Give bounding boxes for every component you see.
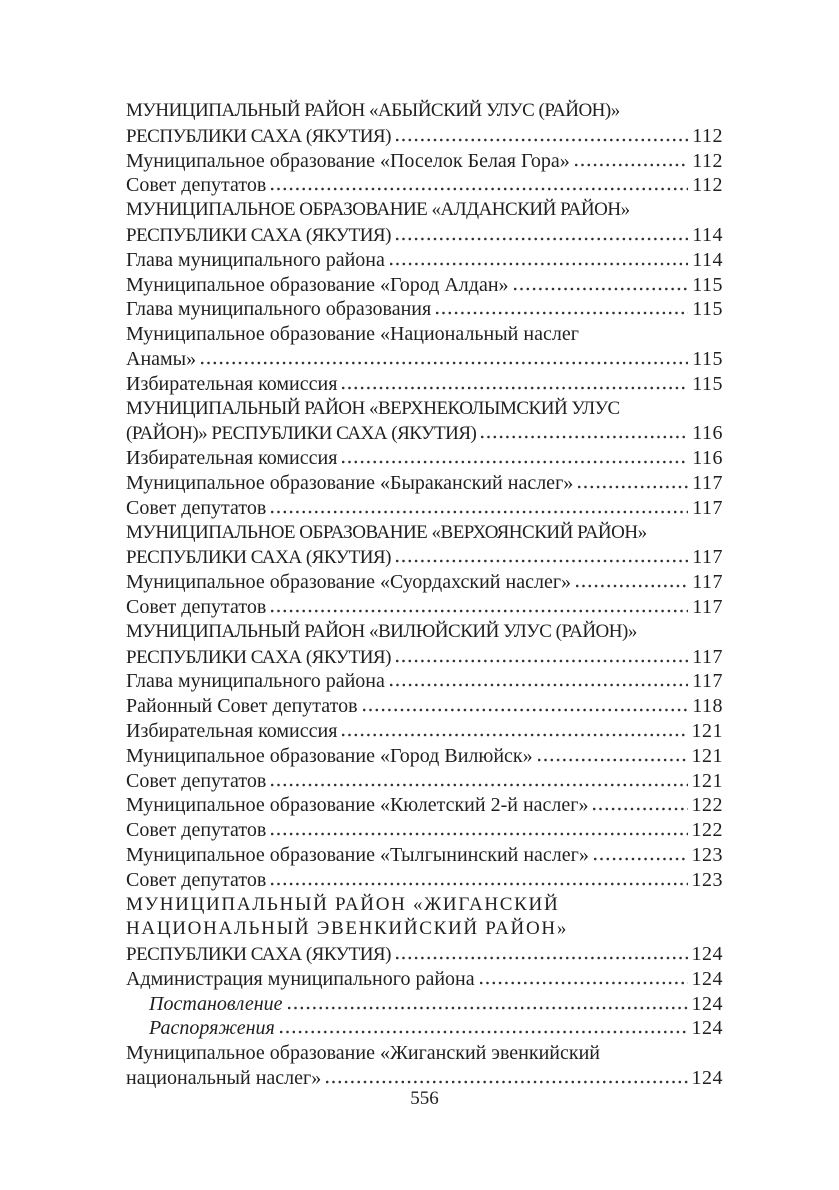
dotted-leader (288, 1006, 688, 1010)
toc-row (126, 695, 723, 720)
toc-entry-text: Совет депутатов (126, 496, 267, 519)
toc-row (126, 993, 723, 1018)
toc-page-number: 115 (692, 372, 723, 395)
dotted-leader (396, 956, 688, 960)
toc-entry-text: Глава муниципального района (126, 670, 385, 693)
toc-entry-text: (РАЙОН)» РЕСПУБЛИКИ САХА (ЯКУТИЯ) (126, 423, 477, 445)
toc-page-number: 117 (692, 645, 723, 668)
toc-entry-text: Совет депутатов (126, 174, 267, 197)
toc-row (126, 422, 723, 447)
toc-page-number: 112 (692, 124, 723, 147)
dotted-leader (575, 163, 689, 167)
toc-row (126, 125, 723, 150)
toc-entry-text: МУНИЦИПАЛЬНЫЙ РАЙОН «ВИЛЮЙСКИЙ УЛУС (РАЙОН)» (126, 620, 637, 642)
toc-row (126, 596, 723, 621)
toc-entry-text: МУНИЦИПАЛЬНЫЙ РАЙОН «ЖИГАНСКИЙ (126, 893, 560, 915)
dotted-leader (342, 460, 688, 464)
toc-page-number: 123 (691, 843, 723, 866)
toc-row (126, 522, 723, 547)
toc-entry-text: РЕСПУБЛИКИ САХА (ЯКУТИЯ) (126, 125, 391, 147)
toc-entry-text: РЕСПУБЛИКИ САХА (ЯКУТИЯ) (126, 547, 391, 569)
toc-row (126, 174, 723, 199)
toc-page-number: 114 (692, 248, 723, 271)
dotted-leader (342, 733, 687, 737)
toc-entry-text: Администрация муниципального района (126, 967, 475, 990)
toc-row (126, 894, 723, 919)
table-of-contents (126, 100, 723, 1092)
toc-page-number: 122 (691, 819, 723, 842)
dotted-leader (396, 659, 688, 663)
toc-page-number: 123 (691, 868, 723, 891)
page-footer (126, 1088, 723, 1110)
dotted-leader (271, 510, 688, 514)
dotted-leader (271, 832, 687, 836)
toc-page-number: 116 (692, 422, 723, 445)
dotted-leader (390, 262, 688, 266)
toc-page-number: 124 (691, 967, 723, 990)
dotted-leader (390, 683, 688, 687)
toc-page-number: 117 (692, 471, 723, 494)
toc-page-number: 121 (691, 719, 723, 742)
toc-page-number: 117 (692, 595, 723, 618)
toc-row (126, 819, 723, 844)
toc-page-number: 117 (692, 670, 723, 693)
toc-row (126, 770, 723, 795)
toc-page-number: 112 (692, 149, 723, 172)
dotted-leader (363, 708, 689, 712)
toc-entry-text: РЕСПУБЛИКИ САХА (ЯКУТИЯ) (126, 646, 391, 668)
toc-row (126, 968, 723, 993)
dotted-leader (396, 237, 688, 241)
toc-page-number: 122 (691, 794, 723, 817)
toc-row (126, 497, 723, 522)
toc-entry-text: Муниципальное образование «Национальный наслег (126, 323, 579, 346)
toc-entry-text: Районный Совет депутатов (126, 695, 358, 718)
toc-row (126, 869, 723, 894)
dotted-leader (271, 882, 687, 886)
toc-page-number: 117 (692, 546, 723, 569)
toc-page-number: 121 (691, 744, 723, 767)
toc-entry-text: МУНИЦИПАЛЬНЫЙ РАЙОН «АБЫЙСКИЙ УЛУС (РАЙОН)» (126, 100, 620, 121)
toc-row (126, 224, 723, 249)
toc-entry-text: Совет депутатов (126, 819, 267, 842)
toc-entry-text: Муниципальное образование «Кюлетский 2-й наслег» (126, 794, 589, 817)
dotted-leader (271, 783, 687, 787)
toc-entry-text: Избирательная комиссия (126, 447, 338, 470)
toc-entry-text: Муниципальное образование «Город Вилюйск» (126, 744, 533, 767)
toc-entry-text: Анамы» (126, 347, 197, 370)
toc-row (126, 646, 723, 671)
toc-page-number: 114 (692, 223, 723, 246)
toc-entry-text: Совет депутатов (126, 868, 267, 891)
toc-page-number: 115 (692, 273, 723, 296)
toc-page-number: 115 (692, 347, 723, 370)
toc-row (126, 348, 723, 373)
dotted-leader (594, 857, 688, 861)
toc-row (126, 745, 723, 770)
toc-row (126, 670, 723, 695)
toc-row (126, 918, 723, 943)
dotted-leader (538, 758, 688, 762)
toc-row (126, 1042, 723, 1067)
toc-page-number: 117 (692, 571, 723, 594)
toc-row (126, 249, 723, 274)
toc-entry-text: РЕСПУБЛИКИ САХА (ЯКУТИЯ) (126, 224, 391, 246)
dotted-leader (326, 1080, 687, 1084)
toc-row (126, 199, 723, 224)
dotted-leader (396, 138, 688, 142)
dotted-leader (480, 981, 688, 985)
toc-row (126, 274, 723, 299)
toc-page-number: 124 (691, 1017, 723, 1040)
toc-page-number: 115 (692, 298, 723, 321)
toc-entry-text: МУНИЦИПАЛЬНОЕ ОБРАЗОВАНИЕ «АЛДАНСКИЙ РАЙОН» (126, 199, 630, 221)
toc-row (126, 150, 723, 175)
dotted-leader (576, 584, 688, 588)
dotted-leader (436, 311, 688, 315)
toc-row (126, 323, 723, 348)
toc-entry-text: Муниципальное образование «Жиганский эвенкийский (126, 1042, 600, 1065)
toc-page-number: 124 (691, 943, 723, 966)
dotted-leader (342, 386, 688, 390)
toc-row (126, 298, 723, 323)
toc-row (126, 546, 723, 571)
toc-entry-text: Глава муниципального района (126, 248, 385, 271)
toc-row (126, 571, 723, 596)
toc-page-number: 124 (691, 992, 723, 1015)
toc-entry-text: национальный наслег» (126, 1067, 322, 1090)
toc-entry-text: РЕСПУБЛИКИ САХА (ЯКУТИЯ) (126, 944, 391, 966)
toc-entry-text: МУНИЦИПАЛЬНЫЙ РАЙОН «ВЕРХНЕКОЛЫМСКИЙ УЛУС (126, 397, 620, 419)
toc-entry-text: Распоряжения (149, 1017, 275, 1040)
toc-row (126, 844, 723, 869)
dotted-leader (593, 807, 687, 811)
toc-entry-text: Муниципальное образование «Тылгынинский наслег» (126, 843, 589, 866)
toc-entry-text: Муниципальное образование «Поселок Белая Гора» (126, 149, 570, 172)
toc-page-number: 121 (691, 769, 723, 792)
toc-page-number: 124 (691, 1067, 723, 1090)
dotted-leader (271, 609, 688, 613)
toc-row (126, 720, 723, 745)
toc-row (126, 373, 723, 398)
toc-entry-text: Совет депутатов (126, 595, 267, 618)
toc-row (126, 100, 723, 125)
footer-page-number: 556 (410, 1088, 439, 1109)
dotted-leader (396, 559, 688, 563)
toc-page-number: 117 (692, 496, 723, 519)
toc-entry-text: Совет депутатов (126, 769, 267, 792)
toc-entry-text: Избирательная комиссия (126, 372, 338, 395)
dotted-leader (271, 187, 688, 191)
toc-row (126, 621, 723, 646)
toc-row (126, 1017, 723, 1042)
toc-entry-text: Постановление (149, 992, 283, 1015)
toc-entry-text: НАЦИОНАЛЬНЫЙ ЭВЕНКИЙСКИЙ РАЙОН» (126, 918, 569, 940)
toc-row (126, 447, 723, 472)
toc-page-number: 112 (692, 174, 723, 197)
toc-row (126, 943, 723, 968)
toc-row (126, 472, 723, 497)
toc-entry-text: Муниципальное образование «Быраканский наслег» (126, 471, 574, 494)
toc-entry-text: МУНИЦИПАЛЬНОЕ ОБРАЗОВАНИЕ «ВЕРХОЯНСКИЙ РАЙОН» (126, 521, 647, 543)
toc-page-number: 116 (692, 447, 723, 470)
toc-entry-text: Избирательная комиссия (126, 719, 338, 742)
dotted-leader (514, 287, 689, 291)
toc-entry-text: Глава муниципального образования (126, 298, 432, 321)
toc-entry-text: Муниципальное образование «Суордахский наслег» (126, 571, 572, 594)
toc-row (126, 794, 723, 819)
toc-entry-text: Муниципальное образование «Город Алдан» (126, 273, 509, 296)
toc-row (126, 398, 723, 423)
dotted-leader (578, 485, 688, 489)
toc-page-number: 118 (692, 695, 723, 718)
dotted-leader (280, 1030, 688, 1034)
dotted-leader (201, 361, 688, 365)
dotted-leader (481, 435, 688, 439)
